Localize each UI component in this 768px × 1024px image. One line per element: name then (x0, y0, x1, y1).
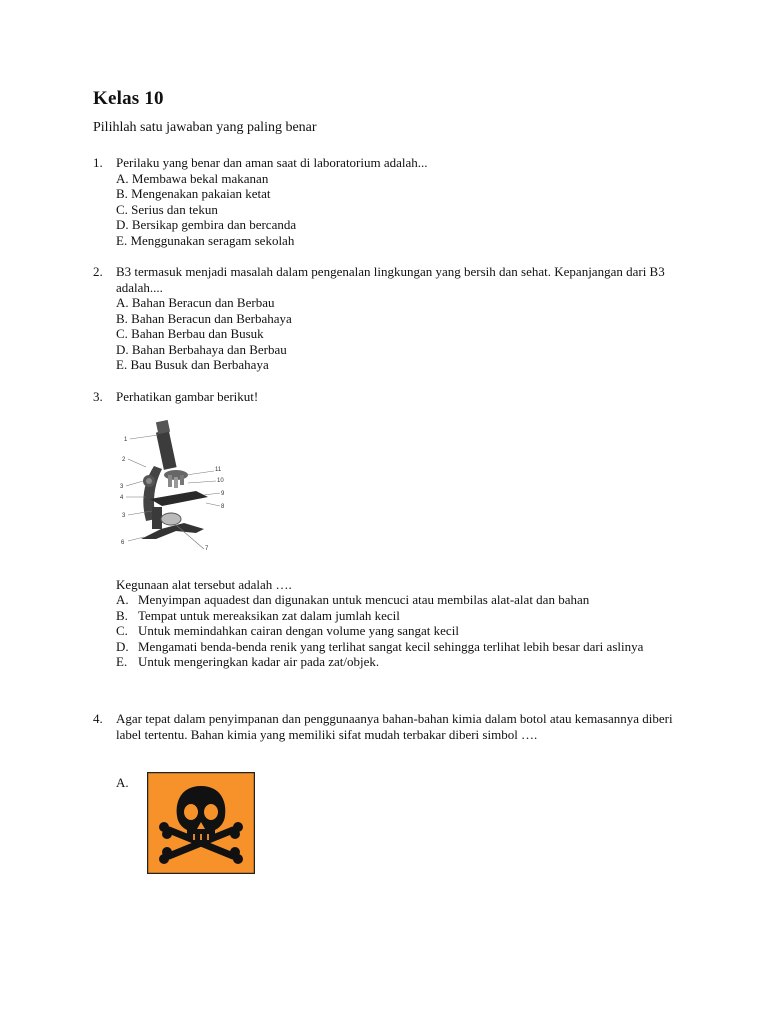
option-letter: E. (116, 654, 128, 669)
figure-label: 6 (121, 539, 125, 546)
option-d: D. Bersikap gembira dan bercanda (116, 217, 297, 232)
question-prompt: Kegunaan alat tersebut adalah …. (116, 576, 292, 592)
question-3 (93, 389, 683, 670)
option-b: B. Bahan Beracun dan Berbahaya (116, 310, 292, 326)
figure-label: 2 (122, 456, 126, 463)
figure-label: 10 (217, 477, 224, 484)
question-text: Perilaku yang benar dan aman saat di laboratorium adalah... (116, 155, 428, 170)
option-a: A. Bahan Beracun dan Berbau (116, 295, 275, 310)
option-c (116, 623, 683, 639)
microscope-figure (116, 411, 226, 551)
option-letter: B. (116, 607, 128, 623)
option-a (116, 592, 683, 608)
option-letter: A. (116, 775, 129, 790)
question-number: 4. (93, 711, 103, 726)
option-a: A. Membawa bekal makanan (116, 170, 269, 186)
option-text: Menyimpan aquadest dan digunakan untuk mencuci atau membilas alat-alat dan bahan (138, 592, 590, 607)
option-d: D. Bahan Berbahaya dan Berbau (116, 341, 287, 357)
figure-label: 4 (120, 494, 124, 501)
option-letter: C. (116, 623, 128, 638)
option-d (116, 639, 683, 655)
option-e: E. Bau Busuk dan Berbahaya (116, 357, 269, 372)
question-text: B3 termasuk menjadi masalah dalam pengenalan lingkungan yang bersih dan sehat. Kepanjangan dari B3 adalah.... (116, 264, 665, 295)
figure-label: 1 (124, 436, 128, 443)
instruction-text: Pilihlah satu jawaban yang paling benar (93, 120, 317, 135)
option-text: Tempat untuk mereaksikan zat dalam jumlah kecil (138, 607, 400, 623)
figure-label: 11 (215, 466, 222, 473)
question-text: Agar tepat dalam penyimpanan dan penggunaanya bahan-bahan kimia dalam botol atau kemasannya diberi label tertentu. Bahan kimia yang memiliki sifat mudah terbakar diberi simbol …. (116, 711, 673, 742)
figure-label: 9 (221, 490, 225, 497)
question-2 (93, 264, 683, 373)
page-title: Kelas 10 (93, 88, 164, 109)
option-c: C. Serius dan tekun (116, 201, 218, 217)
question-1 (93, 155, 683, 248)
figure-label: 3 (122, 512, 126, 519)
option-e: E. Menggunakan seragam sekolah (116, 232, 295, 248)
option-text: Untuk mengeringkan kadar air pada zat/objek. (138, 654, 380, 669)
option-a-hazard (116, 772, 255, 874)
question-text: Perhatikan gambar berikut! (116, 389, 259, 404)
question-number: 2. (93, 264, 103, 279)
question-4 (93, 711, 683, 742)
option-b (116, 608, 683, 624)
option-e (116, 654, 683, 670)
figure-label: 8 (221, 503, 225, 510)
question-number: 1. (93, 155, 103, 170)
figure-label: 7 (205, 545, 209, 551)
option-text: Mengamati benda-benda renik yang terlihat sangat kecil sehingga terlihat lebih besar dari aslinya (138, 638, 644, 654)
option-text: Untuk memindahkan cairan dengan volume yang sangat kecil (138, 623, 459, 638)
option-letter: A. (116, 592, 129, 607)
option-b: B. Mengenakan pakaian ketat (116, 186, 271, 201)
toxic-skull-icon (147, 772, 255, 874)
option-c: C. Bahan Berbau dan Busuk (116, 326, 264, 341)
option-letter: D. (116, 638, 129, 654)
figure-label: 3 (120, 483, 124, 490)
microscope-icon (116, 411, 226, 551)
question-number: 3. (93, 389, 103, 404)
